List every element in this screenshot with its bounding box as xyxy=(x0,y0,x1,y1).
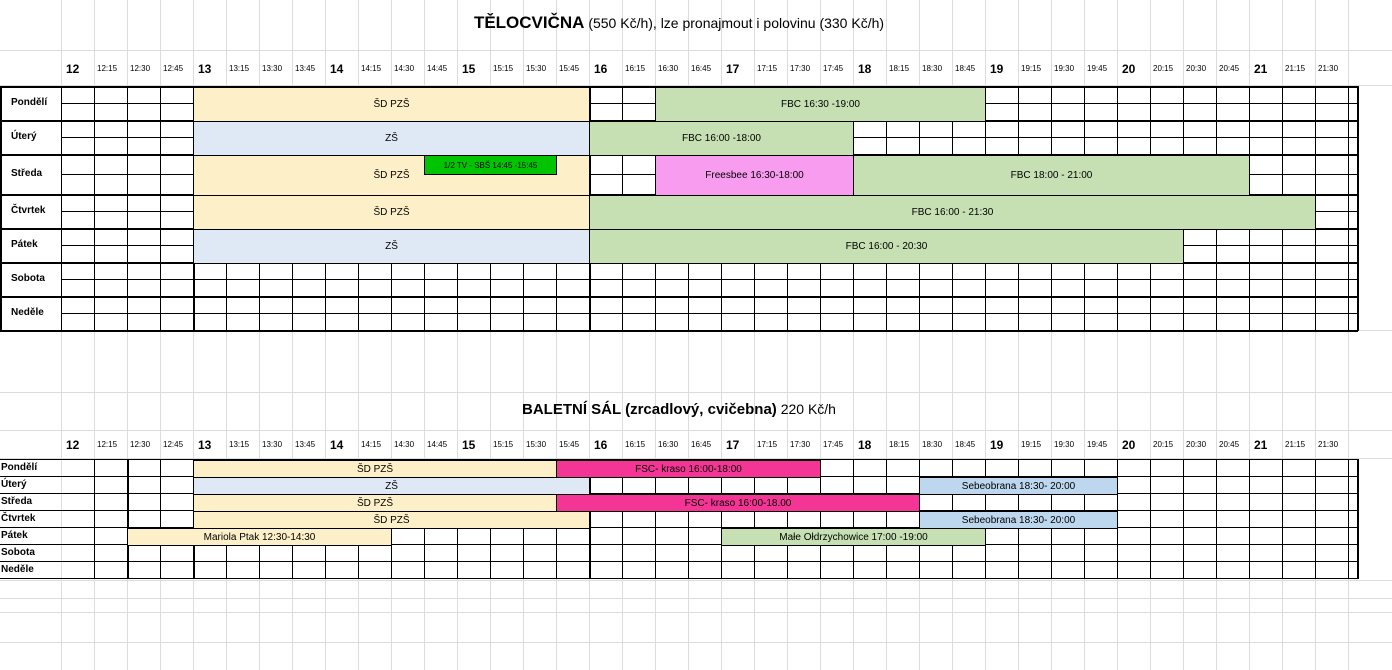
time-tick: 16:15 xyxy=(625,440,646,449)
day-label: Úterý xyxy=(1,479,27,490)
time-tick: 16:30 xyxy=(658,440,679,449)
booking-block[interactable]: Mariola Ptak 12:30-14:30 xyxy=(127,528,392,546)
time-tick: 16:15 xyxy=(625,64,646,73)
booking-block[interactable]: 1/2 TV - SBŠ 14:45 -15:45 xyxy=(424,155,557,175)
frame-right xyxy=(1357,86,1359,331)
time-tick: 19 xyxy=(990,438,1004,452)
column-divider xyxy=(160,86,161,330)
time-tick: 17:45 xyxy=(823,440,844,449)
gridline-horizontal xyxy=(0,612,1392,613)
gridline-horizontal xyxy=(0,430,1392,431)
time-tick: 15:45 xyxy=(559,440,580,449)
time-tick: 12:45 xyxy=(163,440,184,449)
booking-block[interactable]: ŠD PZŠ xyxy=(193,87,590,122)
time-tick: 13:15 xyxy=(229,64,250,73)
time-tick: 21:15 xyxy=(1285,64,1306,73)
time-tick: 18:15 xyxy=(889,440,910,449)
gridline-horizontal xyxy=(0,598,1392,599)
time-tick: 20:45 xyxy=(1219,440,1240,449)
cell-divider xyxy=(61,313,1358,314)
time-tick: 16:45 xyxy=(691,64,712,73)
time-tick: 19 xyxy=(990,62,1004,76)
time-tick: 14 xyxy=(330,438,344,452)
time-tick: 21 xyxy=(1254,438,1268,452)
section-title-ballet-name: BALETNÍ SÁL (zrcadlový, cvičebna) xyxy=(522,401,777,418)
time-tick: 20:30 xyxy=(1186,440,1207,449)
time-tick: 12 xyxy=(66,62,80,76)
time-tick: 14:45 xyxy=(427,440,448,449)
day-label: Středa xyxy=(1,496,33,507)
frame-left xyxy=(0,86,2,331)
time-tick: 15:15 xyxy=(493,440,514,449)
section-title-gym-name: TĚLOCVIČNA xyxy=(473,13,585,32)
time-tick: 20:45 xyxy=(1219,64,1240,73)
time-tick: 17 xyxy=(726,438,740,452)
time-tick: 19:45 xyxy=(1087,64,1108,73)
time-tick: 14:45 xyxy=(427,64,448,73)
column-divider xyxy=(94,86,95,330)
day-label: Pátek xyxy=(1,530,28,541)
booking-block[interactable]: FBC 18:00 - 21:00 xyxy=(853,155,1250,196)
gridline-horizontal xyxy=(0,580,1392,581)
time-tick: 21:30 xyxy=(1318,64,1339,73)
time-tick: 17 xyxy=(726,62,740,76)
booking-block[interactable]: ZŠ xyxy=(193,477,590,495)
time-tick: 17:30 xyxy=(790,440,811,449)
day-label: Čtvrtek xyxy=(11,205,46,216)
booking-block[interactable]: Małe Ołdrzychowice 17:00 -19:00 xyxy=(721,528,986,546)
time-tick: 18 xyxy=(858,62,872,76)
booking-block[interactable]: FBC 16:00 -18:00 xyxy=(589,121,854,156)
booking-block[interactable]: FSC- kraso 16:00-18:00 xyxy=(556,460,821,478)
time-tick: 20 xyxy=(1122,62,1136,76)
column-divider xyxy=(61,86,62,330)
time-tick: 17:15 xyxy=(757,440,778,449)
booking-block[interactable]: ŠD PZŠ xyxy=(193,155,590,196)
time-tick: 18:15 xyxy=(889,64,910,73)
day-label: Sobota xyxy=(1,547,35,558)
day-label: Středa xyxy=(11,168,43,179)
time-tick: 12:30 xyxy=(130,440,151,449)
day-label: Pondělí xyxy=(1,462,38,473)
cell-divider xyxy=(61,279,1358,280)
time-tick: 13:30 xyxy=(262,440,283,449)
day-label: Pátek xyxy=(11,239,38,250)
row-border xyxy=(0,330,1358,332)
booking-block[interactable]: FBC 16:00 - 20:30 xyxy=(589,229,1184,264)
booking-block[interactable]: FBC 16:00 - 21:30 xyxy=(589,195,1316,230)
day-label: Úterý xyxy=(11,131,37,142)
time-tick: 14:30 xyxy=(394,64,415,73)
day-label: Neděle xyxy=(1,564,34,575)
day-label: Čtvrtek xyxy=(1,513,36,524)
booking-block[interactable]: ZŠ xyxy=(193,121,590,156)
booking-block[interactable]: FBC 16:30 -19:00 xyxy=(655,87,986,122)
time-tick: 17:30 xyxy=(790,64,811,73)
booking-block[interactable]: ŠD PZŠ xyxy=(193,511,590,529)
time-tick: 19:15 xyxy=(1021,440,1042,449)
time-tick: 19:30 xyxy=(1054,440,1075,449)
time-tick: 14:30 xyxy=(394,440,415,449)
section-title-gym xyxy=(0,13,1358,33)
time-tick: 21 xyxy=(1254,62,1268,76)
gridline-horizontal xyxy=(0,392,1392,393)
time-tick: 20:30 xyxy=(1186,64,1207,73)
gridline-horizontal xyxy=(0,642,1392,643)
time-tick: 13 xyxy=(198,438,212,452)
time-tick: 17:15 xyxy=(757,64,778,73)
time-tick: 18:45 xyxy=(955,64,976,73)
frame-left-inner xyxy=(127,459,129,579)
time-tick: 15:45 xyxy=(559,64,580,73)
booking-block[interactable]: Sebeobrana 18:30- 20:00 xyxy=(919,511,1118,529)
time-tick: 15:30 xyxy=(526,440,547,449)
time-tick: 21:30 xyxy=(1318,440,1339,449)
time-tick: 18 xyxy=(858,438,872,452)
column-divider xyxy=(1348,86,1349,330)
time-tick: 21:15 xyxy=(1285,440,1306,449)
time-tick: 18:30 xyxy=(922,64,943,73)
time-tick: 15 xyxy=(462,62,476,76)
booking-block[interactable]: ŠD PZŠ xyxy=(193,195,590,230)
time-tick: 12:45 xyxy=(163,64,184,73)
time-tick: 14:15 xyxy=(361,440,382,449)
time-tick: 19:15 xyxy=(1021,64,1042,73)
time-tick: 15:30 xyxy=(526,64,547,73)
row-border xyxy=(0,296,1358,298)
section-title-ballet-price: 220 Kč/h xyxy=(776,401,836,417)
time-tick: 20:15 xyxy=(1153,440,1174,449)
time-tick: 13:15 xyxy=(229,440,250,449)
time-tick: 13:30 xyxy=(262,64,283,73)
row-border xyxy=(0,578,1358,579)
gridline-horizontal xyxy=(0,50,1392,51)
booking-block[interactable]: Freesbee 16:30-18:00 xyxy=(655,155,854,196)
time-tick: 18:30 xyxy=(922,440,943,449)
time-tick: 15:15 xyxy=(493,64,514,73)
time-tick: 18:45 xyxy=(955,440,976,449)
day-label: Sobota xyxy=(11,273,45,284)
time-tick: 13 xyxy=(198,62,212,76)
booking-block[interactable]: Sebeobrana 18:30- 20:00 xyxy=(919,477,1118,495)
row-border xyxy=(0,561,1358,562)
time-tick: 13:45 xyxy=(295,440,316,449)
time-tick: 20:15 xyxy=(1153,64,1174,73)
time-tick: 16:30 xyxy=(658,64,679,73)
time-tick: 20 xyxy=(1122,438,1136,452)
time-tick: 17:45 xyxy=(823,64,844,73)
time-tick: 13:45 xyxy=(295,64,316,73)
time-tick: 15 xyxy=(462,438,476,452)
time-tick: 19:45 xyxy=(1087,440,1108,449)
time-tick: 16 xyxy=(594,62,608,76)
section-title-ballet xyxy=(0,401,1358,419)
frame-right xyxy=(1357,459,1359,579)
time-tick: 14 xyxy=(330,62,344,76)
day-label: Pondělí xyxy=(11,97,48,108)
day-label: Neděle xyxy=(11,307,44,318)
booking-block[interactable]: ŠD PZŠ xyxy=(193,460,557,478)
time-tick: 12:30 xyxy=(130,64,151,73)
time-tick: 16 xyxy=(594,438,608,452)
time-tick: 12:15 xyxy=(97,440,118,449)
booking-block[interactable]: FSC- kraso 16:00-18.00 xyxy=(556,494,920,512)
section-title-gym-price: (550 Kč/h), lze pronajmout i polovinu (330 Kč/h) xyxy=(584,15,885,31)
time-tick: 16:45 xyxy=(691,440,712,449)
time-tick: 14:15 xyxy=(361,64,382,73)
time-tick: 12:15 xyxy=(97,64,118,73)
booking-block[interactable]: ZŠ xyxy=(193,229,590,264)
column-divider xyxy=(127,86,128,330)
time-tick: 19:30 xyxy=(1054,64,1075,73)
booking-block[interactable]: ŠD PZŠ xyxy=(193,494,557,512)
time-tick: 12 xyxy=(66,438,80,452)
